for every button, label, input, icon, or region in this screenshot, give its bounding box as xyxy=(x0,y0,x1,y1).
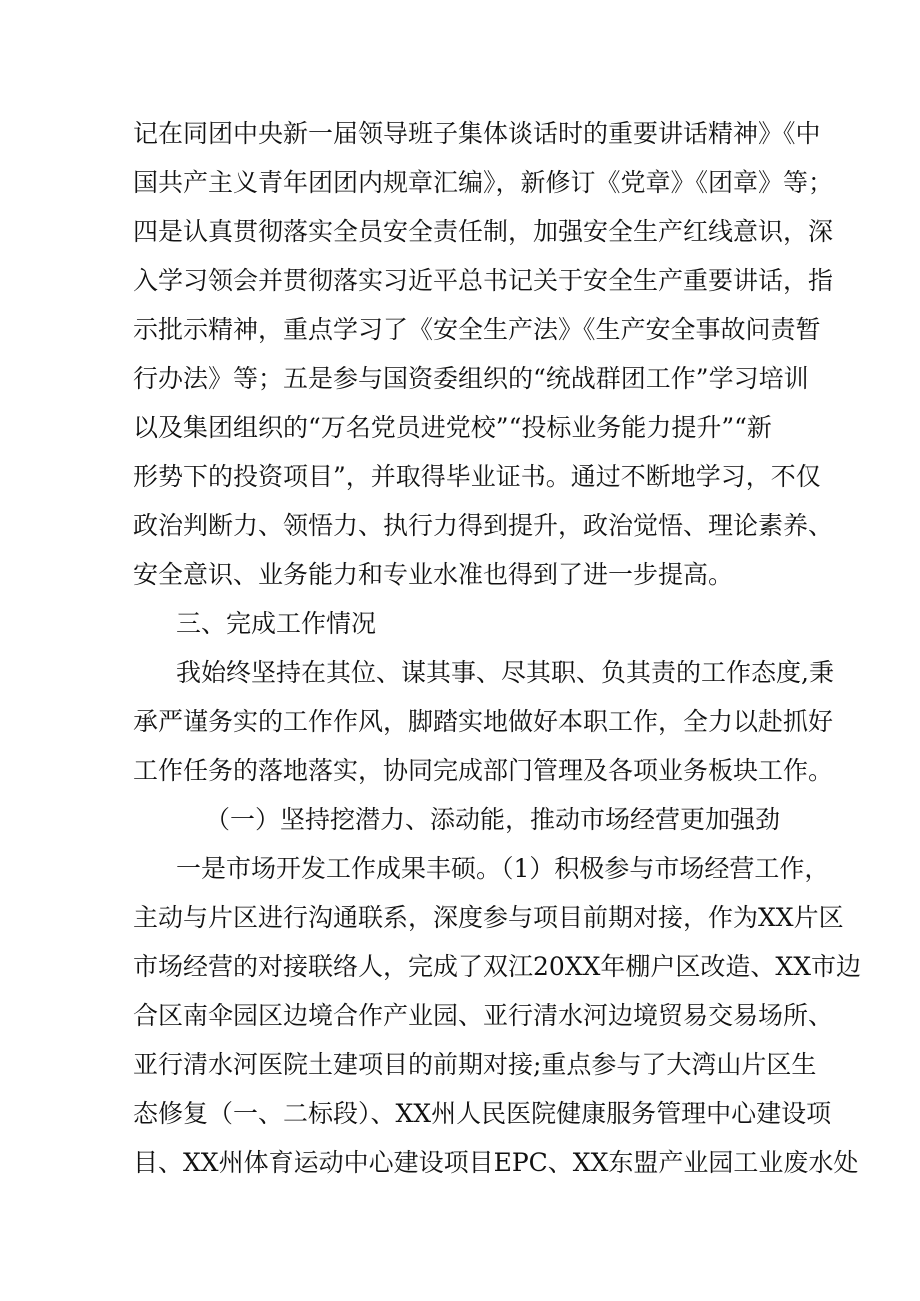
text-line: 亚行清水河医院土建项目的前期对接;重点参与了大湾山片区生 xyxy=(133,1050,817,1079)
text-line: 四是认真贯彻落实全员安全责任制，加强安全生产红线意识，深 xyxy=(133,217,834,246)
text-line: 形势下的投资项目”，并取得毕业证书。通过不断地学习，不仅 xyxy=(133,462,821,491)
paragraph-first-line: 一是市场开发工作成果丰硕。（1）积极参与市场经营工作， xyxy=(176,854,830,883)
subsection-heading: （一）坚持挖潜力、添动能，推动市场经营更加强劲 xyxy=(205,805,781,834)
text-line: 合区南伞园区边境合作产业园、亚行清水河边境贸易交易场所、 xyxy=(133,1001,834,1030)
text-line: 入学习领会并贯彻落实习近平总书记关于安全生产重要讲话，指 xyxy=(133,266,834,295)
text-line: 市场经营的对接联络人，完成了双江20XX年棚户区改造、XX市边 xyxy=(133,952,862,981)
text-line: 行办法》等；五是参与国资委组织的“统战群团工作”学习培训 xyxy=(133,364,809,393)
text-line: 目、XX州体育运动中心建设项目EPC、XX东盟产业园工业废水处 xyxy=(133,1148,859,1177)
text-line: 国共产主义青年团团内规章汇编》，新修订《党章》《团章》等； xyxy=(133,168,834,197)
paragraph-first-line: 我始终坚持在其位、谋其事、尽其职、负其责的工作态度,秉 xyxy=(176,658,834,687)
section-heading: 三、完成工作情况 xyxy=(176,609,377,638)
text-line: 以及集团组织的“万名党员进党校”“投标业务能力提升”“新 xyxy=(133,413,772,442)
text-line: 记在同团中央新一届领导班子集体谈话时的重要讲话精神》《中 xyxy=(133,119,821,148)
text-line: 工作任务的落地落实，协同完成部门管理及各项业务板块工作。 xyxy=(133,756,834,785)
text-line: 安全意识、业务能力和专业水准也得到了进一步提高。 xyxy=(133,560,734,589)
text-line: 政治判断力、领悟力、执行力得到提升，政治觉悟、理论素养、 xyxy=(133,511,834,540)
text-line: 承严谨务实的工作作风，脚踏实地做好本职工作，全力以赴抓好 xyxy=(133,707,834,736)
text-line: 主动与片区进行沟通联系，深度参与项目前期对接，作为XX片区 xyxy=(133,903,844,932)
text-line: 态修复（一、二标段）、XX州人民医院健康服务管理中心建设项 xyxy=(133,1099,832,1128)
text-line: 示批示精神，重点学习了《安全生产法》《生产安全事故问责暂 xyxy=(133,315,821,344)
